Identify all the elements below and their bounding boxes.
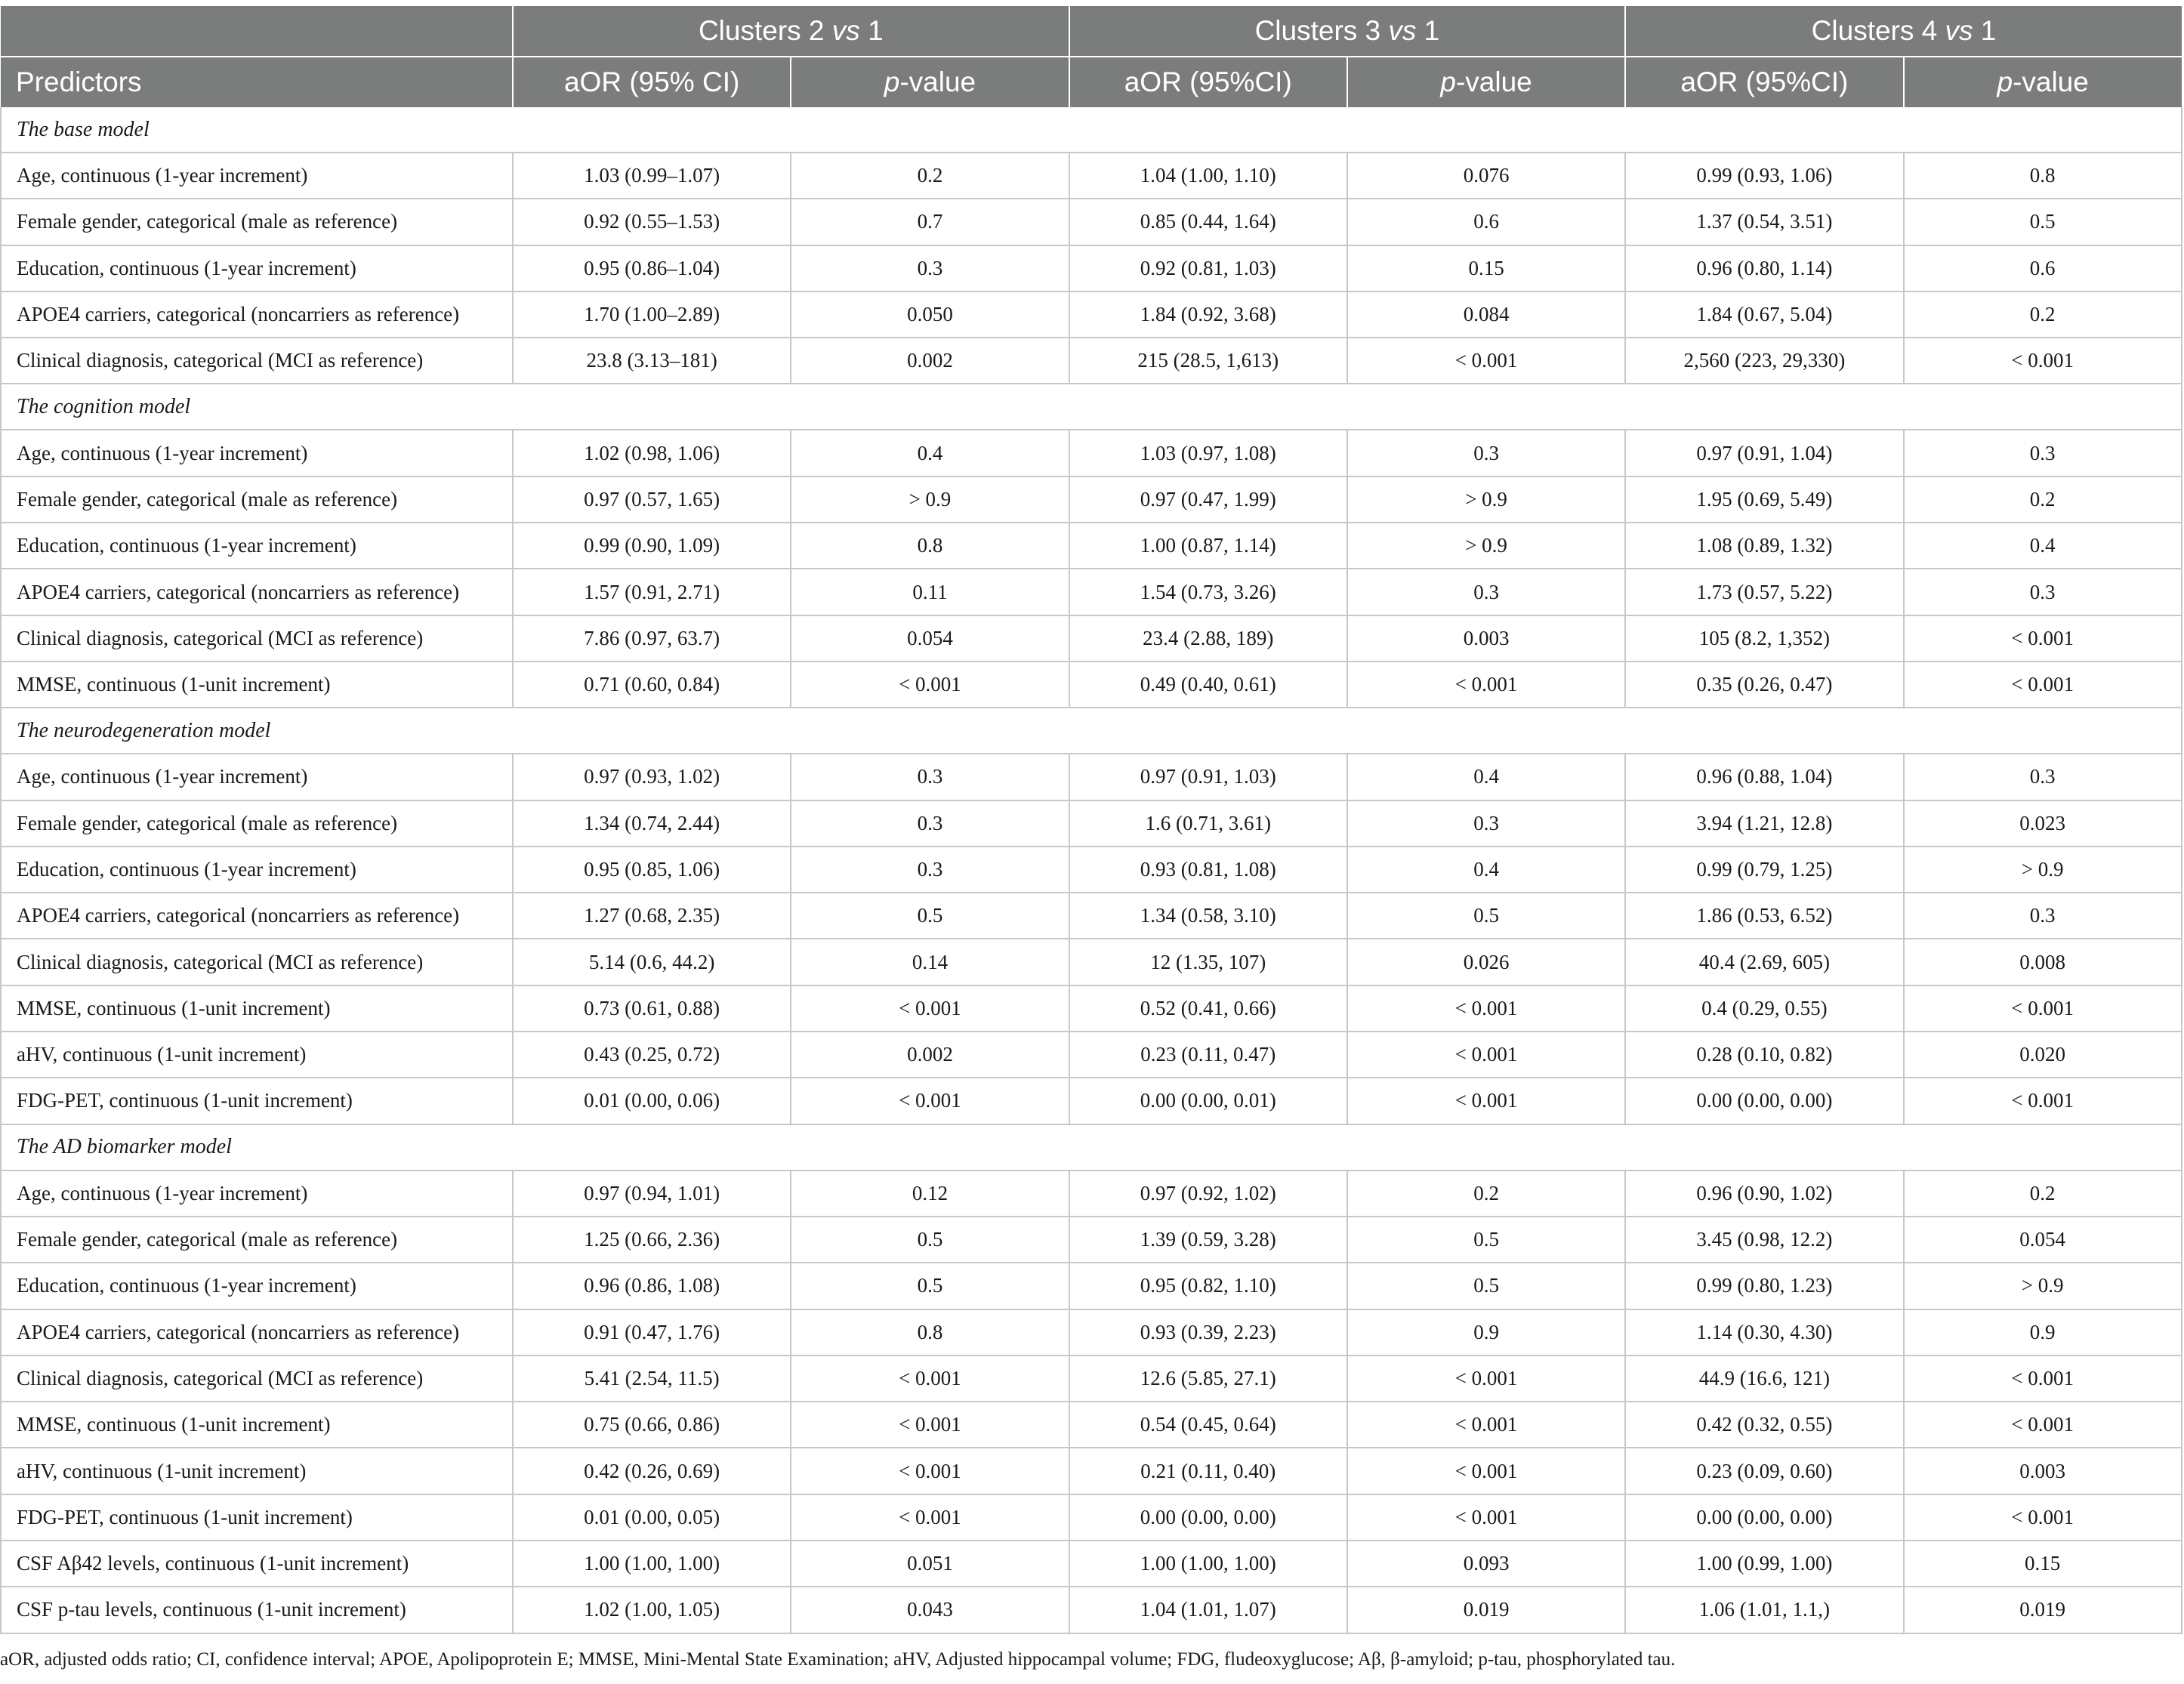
p-value-cell: 0.4 bbox=[1347, 754, 1625, 800]
p-value-cell: 0.026 bbox=[1347, 939, 1625, 985]
aor-cell: 0.99 (0.90, 1.09) bbox=[513, 523, 791, 569]
aor-cell: 1.6 (0.71, 3.61) bbox=[1069, 800, 1347, 847]
table-row bbox=[1, 1356, 2182, 1402]
p-value-cell: < 0.001 bbox=[1347, 1078, 1625, 1124]
table-row bbox=[1, 1402, 2182, 1448]
aor-cell: 1.00 (1.00, 1.00) bbox=[513, 1541, 791, 1587]
predictor-cell: Clinical diagnosis, categorical (MCI as reference) bbox=[1, 615, 513, 662]
p-value-cell: 0.3 bbox=[1347, 800, 1625, 847]
aor-cell: 0.52 (0.41, 0.66) bbox=[1069, 985, 1347, 1032]
aor-cell: 0.97 (0.91, 1.03) bbox=[1069, 754, 1347, 800]
aor-cell: 0.97 (0.91, 1.04) bbox=[1625, 430, 1903, 476]
aor-cell: 5.14 (0.6, 44.2) bbox=[513, 939, 791, 985]
p-value-cell: < 0.001 bbox=[791, 1494, 1069, 1541]
p-value-cell: 0.019 bbox=[1347, 1587, 1625, 1633]
table-row bbox=[1, 477, 2182, 523]
header-predictors: Predictors bbox=[1, 57, 513, 107]
header-group-clusters-2-vs-1: Clusters 2 vs 1 bbox=[513, 6, 1069, 57]
table-header bbox=[1, 6, 2182, 107]
aor-cell: 1.34 (0.58, 3.10) bbox=[1069, 893, 1347, 939]
aor-cell: 0.00 (0.00, 0.01) bbox=[1069, 1078, 1347, 1124]
p-value-cell: 0.3 bbox=[1904, 754, 2182, 800]
aor-cell: 44.9 (16.6, 121) bbox=[1625, 1356, 1903, 1402]
table-row bbox=[1, 754, 2182, 800]
table-row bbox=[1, 939, 2182, 985]
p-value-cell: 0.023 bbox=[1904, 800, 2182, 847]
predictor-cell: Education, continuous (1-year increment) bbox=[1, 245, 513, 291]
p-value-cell: 0.2 bbox=[1347, 1170, 1625, 1217]
table-row bbox=[1, 1541, 2182, 1587]
p-value-cell: 0.5 bbox=[791, 1263, 1069, 1309]
aor-cell: 1.04 (1.01, 1.07) bbox=[1069, 1587, 1347, 1633]
aor-cell: 1.37 (0.54, 3.51) bbox=[1625, 199, 1903, 245]
table-row bbox=[1, 1217, 2182, 1263]
aor-cell: 0.96 (0.80, 1.14) bbox=[1625, 245, 1903, 291]
aor-cell: 0.00 (0.00, 0.00) bbox=[1625, 1078, 1903, 1124]
predictor-cell: Clinical diagnosis, categorical (MCI as reference) bbox=[1, 939, 513, 985]
aor-cell: 0.96 (0.90, 1.02) bbox=[1625, 1170, 1903, 1217]
p-value-cell: < 0.001 bbox=[1347, 662, 1625, 708]
table-body bbox=[1, 107, 2182, 1633]
aor-cell: 1.06 (1.01, 1.1,) bbox=[1625, 1587, 1903, 1633]
p-value-cell: 0.12 bbox=[791, 1170, 1069, 1217]
p-value-cell: < 0.001 bbox=[1904, 1078, 2182, 1124]
section-title: The cognition model bbox=[1, 384, 2182, 430]
aor-cell: 0.97 (0.94, 1.01) bbox=[513, 1170, 791, 1217]
aor-cell: 40.4 (2.69, 605) bbox=[1625, 939, 1903, 985]
aor-cell: 1.03 (0.97, 1.08) bbox=[1069, 430, 1347, 476]
table-row bbox=[1, 1170, 2182, 1217]
aor-cell: 0.71 (0.60, 0.84) bbox=[513, 662, 791, 708]
header-p-value-3: p-value bbox=[1347, 57, 1625, 107]
p-value-cell: < 0.001 bbox=[791, 662, 1069, 708]
aor-cell: 7.86 (0.97, 63.7) bbox=[513, 615, 791, 662]
p-value-cell: < 0.001 bbox=[1347, 1032, 1625, 1078]
predictor-cell: MMSE, continuous (1-unit increment) bbox=[1, 985, 513, 1032]
aor-cell: 0.95 (0.86–1.04) bbox=[513, 245, 791, 291]
predictor-cell: Age, continuous (1-year increment) bbox=[1, 430, 513, 476]
aor-cell: 1.08 (0.89, 1.32) bbox=[1625, 523, 1903, 569]
p-value-cell: 0.3 bbox=[1347, 430, 1625, 476]
aor-cell: 3.94 (1.21, 12.8) bbox=[1625, 800, 1903, 847]
aor-cell: 0.23 (0.11, 0.47) bbox=[1069, 1032, 1347, 1078]
p-value-cell: 0.084 bbox=[1347, 291, 1625, 338]
table-row bbox=[1, 245, 2182, 291]
aor-cell: 0.91 (0.47, 1.76) bbox=[513, 1309, 791, 1356]
aor-cell: 1.03 (0.99–1.07) bbox=[513, 153, 791, 199]
section-row bbox=[1, 384, 2182, 430]
p-value-cell: 0.020 bbox=[1904, 1032, 2182, 1078]
p-value-cell: 0.5 bbox=[1347, 1263, 1625, 1309]
predictor-cell: Education, continuous (1-year increment) bbox=[1, 1263, 513, 1309]
aor-cell: 1.14 (0.30, 4.30) bbox=[1625, 1309, 1903, 1356]
aor-cell: 1.02 (0.98, 1.06) bbox=[513, 430, 791, 476]
p-value-cell: 0.3 bbox=[1347, 569, 1625, 615]
aor-cell: 215 (28.5, 1,613) bbox=[1069, 338, 1347, 384]
table-row bbox=[1, 199, 2182, 245]
p-value-cell: 0.5 bbox=[791, 1217, 1069, 1263]
p-value-cell: 0.15 bbox=[1904, 1541, 2182, 1587]
table-footnote: aOR, adjusted odds ratio; CI, confidence interval; APOE, Apolipoprotein E; MMSE, Mini-Mental State Examination; aHV, Adjusted hippocampal volume; FDG, fludeoxyglucose; Aβ, β-amyloid; p-tau, phosphorylated tau. bbox=[0, 1649, 1676, 1670]
aor-cell: 1.84 (0.67, 5.04) bbox=[1625, 291, 1903, 338]
aor-cell: 12.6 (5.85, 27.1) bbox=[1069, 1356, 1347, 1402]
p-value-cell: 0.076 bbox=[1347, 153, 1625, 199]
p-value-cell: 0.7 bbox=[791, 199, 1069, 245]
aor-cell: 0.93 (0.39, 2.23) bbox=[1069, 1309, 1347, 1356]
predictor-cell: Age, continuous (1-year increment) bbox=[1, 153, 513, 199]
table-row bbox=[1, 1032, 2182, 1078]
table-row bbox=[1, 1494, 2182, 1541]
p-value-cell: 0.3 bbox=[1904, 430, 2182, 476]
p-value-cell: 0.002 bbox=[791, 1032, 1069, 1078]
p-value-cell: 0.8 bbox=[791, 1309, 1069, 1356]
header-aor-ci-2: aOR (95% CI) bbox=[513, 57, 791, 107]
aor-cell: 0.01 (0.00, 0.06) bbox=[513, 1078, 791, 1124]
header-aor-ci-3: aOR (95%CI) bbox=[1069, 57, 1347, 107]
aor-cell: 0.42 (0.26, 0.69) bbox=[513, 1448, 791, 1494]
aor-cell: 0.97 (0.47, 1.99) bbox=[1069, 477, 1347, 523]
aor-cell: 0.99 (0.80, 1.23) bbox=[1625, 1263, 1903, 1309]
predictor-cell: Female gender, categorical (male as reference) bbox=[1, 1217, 513, 1263]
aor-cell: 0.95 (0.85, 1.06) bbox=[513, 847, 791, 893]
header-group-clusters-3-vs-1: Clusters 3 vs 1 bbox=[1069, 6, 1626, 57]
table-row bbox=[1, 893, 2182, 939]
predictor-cell: Clinical diagnosis, categorical (MCI as reference) bbox=[1, 338, 513, 384]
table-row bbox=[1, 338, 2182, 384]
predictor-cell: Age, continuous (1-year increment) bbox=[1, 754, 513, 800]
section-title: The AD biomarker model bbox=[1, 1124, 2182, 1170]
table-row bbox=[1, 662, 2182, 708]
header-aor-ci-4: aOR (95%CI) bbox=[1625, 57, 1903, 107]
aor-cell: 0.4 (0.29, 0.55) bbox=[1625, 985, 1903, 1032]
aor-cell: 1.86 (0.53, 6.52) bbox=[1625, 893, 1903, 939]
p-value-cell: 0.3 bbox=[791, 245, 1069, 291]
table-row bbox=[1, 153, 2182, 199]
p-value-cell: < 0.001 bbox=[791, 1078, 1069, 1124]
p-value-cell: 0.9 bbox=[1904, 1309, 2182, 1356]
aor-cell: 0.54 (0.45, 0.64) bbox=[1069, 1402, 1347, 1448]
aor-cell: 0.96 (0.88, 1.04) bbox=[1625, 754, 1903, 800]
p-value-cell: < 0.001 bbox=[1904, 1494, 2182, 1541]
p-value-cell: 0.003 bbox=[1904, 1448, 2182, 1494]
p-value-cell: 0.3 bbox=[791, 847, 1069, 893]
table-row bbox=[1, 1309, 2182, 1356]
table-row bbox=[1, 1587, 2182, 1633]
p-value-cell: < 0.001 bbox=[791, 985, 1069, 1032]
p-value-cell: 0.3 bbox=[791, 800, 1069, 847]
p-value-cell: 0.4 bbox=[791, 430, 1069, 476]
table-row bbox=[1, 569, 2182, 615]
table-row bbox=[1, 985, 2182, 1032]
p-value-cell: 0.15 bbox=[1347, 245, 1625, 291]
predictor-cell: FDG-PET, continuous (1-unit increment) bbox=[1, 1494, 513, 1541]
aor-cell: 5.41 (2.54, 11.5) bbox=[513, 1356, 791, 1402]
aor-cell: 0.97 (0.57, 1.65) bbox=[513, 477, 791, 523]
table-row bbox=[1, 800, 2182, 847]
predictor-cell: Education, continuous (1-year increment) bbox=[1, 523, 513, 569]
aor-cell: 0.99 (0.79, 1.25) bbox=[1625, 847, 1903, 893]
aor-cell: 0.92 (0.81, 1.03) bbox=[1069, 245, 1347, 291]
p-value-cell: < 0.001 bbox=[791, 1448, 1069, 1494]
table-row bbox=[1, 291, 2182, 338]
aor-cell: 0.00 (0.00, 0.00) bbox=[1625, 1494, 1903, 1541]
predictor-cell: FDG-PET, continuous (1-unit increment) bbox=[1, 1078, 513, 1124]
header-blank-cell bbox=[1, 6, 513, 57]
aor-cell: 1.02 (1.00, 1.05) bbox=[513, 1587, 791, 1633]
p-value-cell: < 0.001 bbox=[1904, 615, 2182, 662]
aor-cell: 0.85 (0.44, 1.64) bbox=[1069, 199, 1347, 245]
aor-cell: 0.35 (0.26, 0.47) bbox=[1625, 662, 1903, 708]
predictor-cell: CSF p-tau levels, continuous (1-unit increment) bbox=[1, 1587, 513, 1633]
aor-cell: 0.49 (0.40, 0.61) bbox=[1069, 662, 1347, 708]
p-value-cell: 0.008 bbox=[1904, 939, 2182, 985]
p-value-cell: 0.051 bbox=[791, 1541, 1069, 1587]
aor-cell: 0.99 (0.93, 1.06) bbox=[1625, 153, 1903, 199]
table-row bbox=[1, 847, 2182, 893]
p-value-cell: 0.8 bbox=[1904, 153, 2182, 199]
p-value-cell: 0.6 bbox=[1347, 199, 1625, 245]
table-row bbox=[1, 615, 2182, 662]
p-value-cell: 0.5 bbox=[1904, 199, 2182, 245]
predictor-cell: APOE4 carriers, categorical (noncarriers as reference) bbox=[1, 291, 513, 338]
aor-cell: 1.73 (0.57, 5.22) bbox=[1625, 569, 1903, 615]
p-value-cell: < 0.001 bbox=[1904, 338, 2182, 384]
aor-cell: 1.70 (1.00–2.89) bbox=[513, 291, 791, 338]
predictor-cell: APOE4 carriers, categorical (noncarriers as reference) bbox=[1, 1309, 513, 1356]
odds-ratio-table bbox=[0, 6, 2182, 1634]
predictor-cell: APOE4 carriers, categorical (noncarriers as reference) bbox=[1, 893, 513, 939]
aor-cell: 0.96 (0.86, 1.08) bbox=[513, 1263, 791, 1309]
aor-cell: 1.84 (0.92, 3.68) bbox=[1069, 291, 1347, 338]
predictor-cell: aHV, continuous (1-unit increment) bbox=[1, 1032, 513, 1078]
aor-cell: 1.54 (0.73, 3.26) bbox=[1069, 569, 1347, 615]
aor-cell: 0.73 (0.61, 0.88) bbox=[513, 985, 791, 1032]
predictor-cell: MMSE, continuous (1-unit increment) bbox=[1, 662, 513, 708]
p-value-cell: 0.2 bbox=[1904, 1170, 2182, 1217]
aor-cell: 0.21 (0.11, 0.40) bbox=[1069, 1448, 1347, 1494]
aor-cell: 105 (8.2, 1,352) bbox=[1625, 615, 1903, 662]
p-value-cell: < 0.001 bbox=[1347, 985, 1625, 1032]
section-title: The neurodegeneration model bbox=[1, 708, 2182, 754]
aor-cell: 0.95 (0.82, 1.10) bbox=[1069, 1263, 1347, 1309]
header-group-clusters-4-vs-1: Clusters 4 vs 1 bbox=[1625, 6, 2182, 57]
p-value-cell: 0.093 bbox=[1347, 1541, 1625, 1587]
p-value-cell: 0.054 bbox=[791, 615, 1069, 662]
p-value-cell: < 0.001 bbox=[791, 1402, 1069, 1448]
aor-cell: 1.04 (1.00, 1.10) bbox=[1069, 153, 1347, 199]
p-value-cell: 0.050 bbox=[791, 291, 1069, 338]
p-value-cell: 0.11 bbox=[791, 569, 1069, 615]
aor-cell: 1.57 (0.91, 2.71) bbox=[513, 569, 791, 615]
p-value-cell: < 0.001 bbox=[1904, 1402, 2182, 1448]
predictor-cell: APOE4 carriers, categorical (noncarriers as reference) bbox=[1, 569, 513, 615]
aor-cell: 0.97 (0.92, 1.02) bbox=[1069, 1170, 1347, 1217]
aor-cell: 0.97 (0.93, 1.02) bbox=[513, 754, 791, 800]
aor-cell: 1.95 (0.69, 5.49) bbox=[1625, 477, 1903, 523]
p-value-cell: 0.054 bbox=[1904, 1217, 2182, 1263]
predictor-cell: aHV, continuous (1-unit increment) bbox=[1, 1448, 513, 1494]
p-value-cell: > 0.9 bbox=[791, 477, 1069, 523]
p-value-cell: 0.5 bbox=[1347, 893, 1625, 939]
predictor-cell: Clinical diagnosis, categorical (MCI as reference) bbox=[1, 1356, 513, 1402]
aor-cell: 23.8 (3.13–181) bbox=[513, 338, 791, 384]
p-value-cell: > 0.9 bbox=[1347, 523, 1625, 569]
p-value-cell: > 0.9 bbox=[1347, 477, 1625, 523]
aor-cell: 1.00 (0.87, 1.14) bbox=[1069, 523, 1347, 569]
aor-cell: 0.28 (0.10, 0.82) bbox=[1625, 1032, 1903, 1078]
header-p-value-2: p-value bbox=[791, 57, 1069, 107]
table-row bbox=[1, 430, 2182, 476]
p-value-cell: 0.6 bbox=[1904, 245, 2182, 291]
aor-cell: 0.75 (0.66, 0.86) bbox=[513, 1402, 791, 1448]
p-value-cell: 0.2 bbox=[1904, 477, 2182, 523]
predictor-cell: Age, continuous (1-year increment) bbox=[1, 1170, 513, 1217]
table-row bbox=[1, 1263, 2182, 1309]
header-row-columns bbox=[1, 57, 2182, 107]
aor-cell: 12 (1.35, 107) bbox=[1069, 939, 1347, 985]
section-title: The base model bbox=[1, 107, 2182, 153]
aor-cell: 0.43 (0.25, 0.72) bbox=[513, 1032, 791, 1078]
header-p-value-4: p-value bbox=[1904, 57, 2182, 107]
section-row bbox=[1, 107, 2182, 153]
aor-cell: 1.27 (0.68, 2.35) bbox=[513, 893, 791, 939]
aor-cell: 0.00 (0.00, 0.00) bbox=[1069, 1494, 1347, 1541]
p-value-cell: < 0.001 bbox=[1347, 1448, 1625, 1494]
p-value-cell: < 0.001 bbox=[1347, 338, 1625, 384]
table-row bbox=[1, 1448, 2182, 1494]
aor-cell: 1.39 (0.59, 3.28) bbox=[1069, 1217, 1347, 1263]
p-value-cell: 0.9 bbox=[1347, 1309, 1625, 1356]
aor-cell: 1.34 (0.74, 2.44) bbox=[513, 800, 791, 847]
p-value-cell: > 0.9 bbox=[1904, 847, 2182, 893]
aor-cell: 1.00 (0.99, 1.00) bbox=[1625, 1541, 1903, 1587]
section-row bbox=[1, 708, 2182, 754]
table-row bbox=[1, 523, 2182, 569]
predictor-cell: Education, continuous (1-year increment) bbox=[1, 847, 513, 893]
p-value-cell: < 0.001 bbox=[1904, 985, 2182, 1032]
predictor-cell: Female gender, categorical (male as reference) bbox=[1, 800, 513, 847]
aor-cell: 0.92 (0.55–1.53) bbox=[513, 199, 791, 245]
aor-cell: 0.01 (0.00, 0.05) bbox=[513, 1494, 791, 1541]
aor-cell: 3.45 (0.98, 12.2) bbox=[1625, 1217, 1903, 1263]
predictor-cell: Female gender, categorical (male as reference) bbox=[1, 477, 513, 523]
section-row bbox=[1, 1124, 2182, 1170]
p-value-cell: < 0.001 bbox=[791, 1356, 1069, 1402]
aor-cell: 2,560 (223, 29,330) bbox=[1625, 338, 1903, 384]
p-value-cell: < 0.001 bbox=[1904, 1356, 2182, 1402]
table-row bbox=[1, 1078, 2182, 1124]
p-value-cell: 0.3 bbox=[791, 754, 1069, 800]
p-value-cell: 0.4 bbox=[1904, 523, 2182, 569]
p-value-cell: < 0.001 bbox=[1347, 1356, 1625, 1402]
p-value-cell: < 0.001 bbox=[1347, 1494, 1625, 1541]
predictor-cell: Female gender, categorical (male as reference) bbox=[1, 199, 513, 245]
p-value-cell: 0.3 bbox=[1904, 893, 2182, 939]
aor-cell: 1.25 (0.66, 2.36) bbox=[513, 1217, 791, 1263]
aor-cell: 1.00 (1.00, 1.00) bbox=[1069, 1541, 1347, 1587]
p-value-cell: < 0.001 bbox=[1347, 1402, 1625, 1448]
p-value-cell: 0.2 bbox=[791, 153, 1069, 199]
p-value-cell: 0.043 bbox=[791, 1587, 1069, 1633]
p-value-cell: < 0.001 bbox=[1904, 662, 2182, 708]
p-value-cell: 0.5 bbox=[1347, 1217, 1625, 1263]
aor-cell: 0.42 (0.32, 0.55) bbox=[1625, 1402, 1903, 1448]
aor-cell: 0.93 (0.81, 1.08) bbox=[1069, 847, 1347, 893]
p-value-cell: > 0.9 bbox=[1904, 1263, 2182, 1309]
predictor-cell: MMSE, continuous (1-unit increment) bbox=[1, 1402, 513, 1448]
aor-cell: 0.23 (0.09, 0.60) bbox=[1625, 1448, 1903, 1494]
predictor-cell: CSF Aβ42 levels, continuous (1-unit increment) bbox=[1, 1541, 513, 1587]
p-value-cell: 0.14 bbox=[791, 939, 1069, 985]
p-value-cell: 0.5 bbox=[791, 893, 1069, 939]
p-value-cell: 0.003 bbox=[1347, 615, 1625, 662]
p-value-cell: 0.002 bbox=[791, 338, 1069, 384]
p-value-cell: 0.4 bbox=[1347, 847, 1625, 893]
p-value-cell: 0.8 bbox=[791, 523, 1069, 569]
p-value-cell: 0.2 bbox=[1904, 291, 2182, 338]
header-row-groups bbox=[1, 6, 2182, 57]
p-value-cell: 0.3 bbox=[1904, 569, 2182, 615]
aor-cell: 23.4 (2.88, 189) bbox=[1069, 615, 1347, 662]
p-value-cell: 0.019 bbox=[1904, 1587, 2182, 1633]
